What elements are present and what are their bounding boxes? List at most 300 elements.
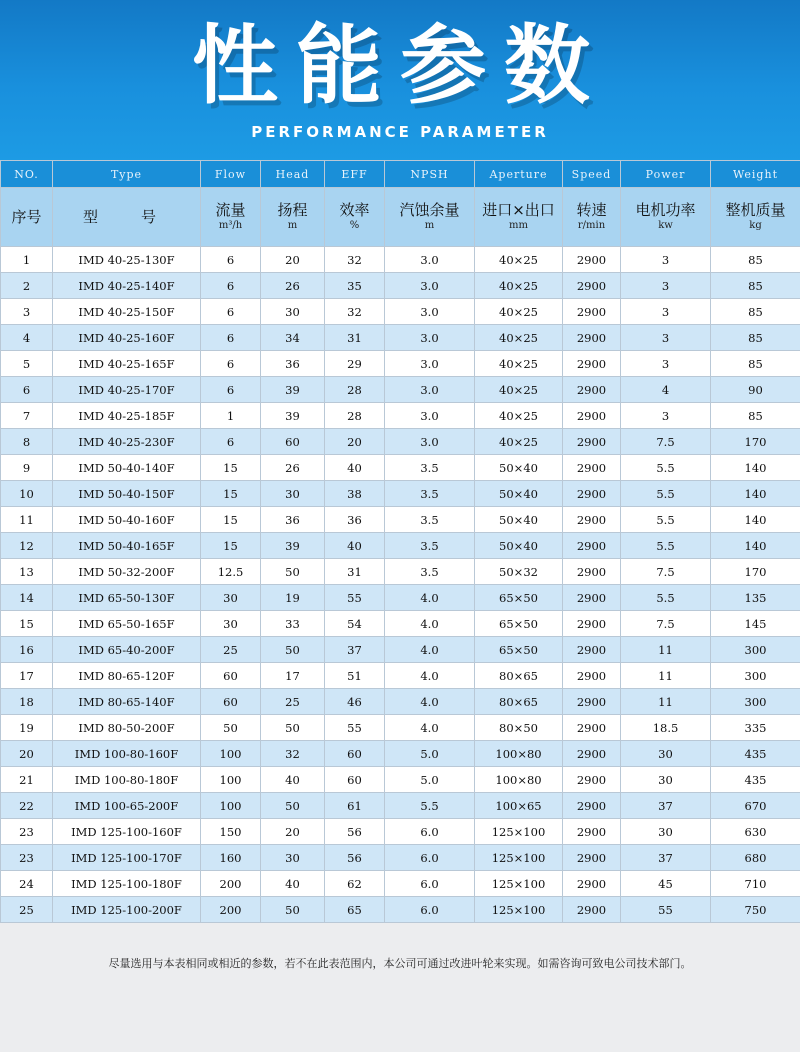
table-cell: 32 <box>325 247 385 273</box>
header-row-english <box>1 161 800 188</box>
table-cell: 4.0 <box>385 637 475 663</box>
table-cell: 32 <box>261 741 325 767</box>
table-cell: 100 <box>201 767 261 793</box>
table-row <box>1 247 800 273</box>
table-cell: 7.5 <box>621 559 711 585</box>
table-cell: IMD 80-65-120F <box>53 663 201 689</box>
table-row <box>1 611 800 637</box>
table-cell: 300 <box>711 663 800 689</box>
table-cell: 750 <box>711 897 800 923</box>
column-label-zh: 电机功率 <box>635 201 696 219</box>
table-cell: 60 <box>201 689 261 715</box>
table-cell: IMD 80-50-200F <box>53 715 201 741</box>
table-cell: IMD 125-100-170F <box>53 845 201 871</box>
table-cell: 50 <box>261 793 325 819</box>
table-cell: 1 <box>201 403 261 429</box>
table-cell: 31 <box>325 559 385 585</box>
table-cell: 5.5 <box>621 481 711 507</box>
table-cell: 60 <box>201 663 261 689</box>
table-cell: 80×65 <box>475 689 563 715</box>
table-cell: 54 <box>325 611 385 637</box>
table-cell: 40 <box>261 871 325 897</box>
table-cell: 65×50 <box>475 585 563 611</box>
table-cell: 30 <box>261 299 325 325</box>
table-row <box>1 299 800 325</box>
table-row <box>1 741 800 767</box>
table-cell: 200 <box>201 897 261 923</box>
table-cell: 26 <box>261 455 325 481</box>
table-cell: 11 <box>1 507 53 533</box>
column-header-zh <box>325 188 385 247</box>
column-unit: kg <box>749 220 762 231</box>
table-cell: IMD 50-40-165F <box>53 533 201 559</box>
table-cell: IMD 65-40-200F <box>53 637 201 663</box>
table-cell: 6 <box>201 377 261 403</box>
table-cell: 3 <box>621 299 711 325</box>
table-cell: 15 <box>201 481 261 507</box>
table-cell: 5.0 <box>385 767 475 793</box>
table-cell: 2900 <box>563 767 621 793</box>
column-unit: r/min <box>577 220 606 231</box>
table-cell: 4.0 <box>385 689 475 715</box>
column-header-en: Flow <box>201 161 261 188</box>
table-cell: 55 <box>621 897 711 923</box>
table-cell: IMD 40-25-170F <box>53 377 201 403</box>
table-cell: IMD 50-40-150F <box>53 481 201 507</box>
table-cell: IMD 125-100-200F <box>53 897 201 923</box>
table-cell: IMD 100-80-180F <box>53 767 201 793</box>
table-cell: 2900 <box>563 585 621 611</box>
table-cell: 40 <box>325 533 385 559</box>
table-row <box>1 377 800 403</box>
table-cell: 10 <box>1 481 53 507</box>
page-subtitle: PERFORMANCE PARAMETER <box>251 123 549 141</box>
table-cell: 14 <box>1 585 53 611</box>
table-cell: 39 <box>261 377 325 403</box>
table-cell: 20 <box>325 429 385 455</box>
table-cell: 2900 <box>563 897 621 923</box>
table-cell: 30 <box>261 481 325 507</box>
table-cell: 6.0 <box>385 819 475 845</box>
table-cell: 2900 <box>563 299 621 325</box>
table-row <box>1 507 800 533</box>
table-cell: 12 <box>1 533 53 559</box>
table-cell: 60 <box>325 741 385 767</box>
table-cell: 2900 <box>563 845 621 871</box>
table-cell: IMD 40-25-160F <box>53 325 201 351</box>
table-cell: 37 <box>621 793 711 819</box>
performance-table <box>0 160 800 923</box>
column-header-en: Head <box>261 161 325 188</box>
table-row <box>1 793 800 819</box>
table-cell: 50×40 <box>475 507 563 533</box>
table-cell: IMD 100-80-160F <box>53 741 201 767</box>
table-cell: 3.5 <box>385 481 475 507</box>
table-cell: 5.5 <box>621 455 711 481</box>
column-label-zh: 转速 <box>576 201 607 219</box>
column-unit: mm <box>509 220 528 231</box>
table-cell: 50×32 <box>475 559 563 585</box>
table-row <box>1 429 800 455</box>
table-cell: 29 <box>325 351 385 377</box>
table-cell: 36 <box>261 351 325 377</box>
column-label-zh: 型 号 <box>82 208 170 226</box>
table-cell: 7.5 <box>621 429 711 455</box>
table-cell: IMD 50-40-160F <box>53 507 201 533</box>
table-cell: 300 <box>711 689 800 715</box>
table-cell: 65 <box>325 897 385 923</box>
table-cell: 11 <box>621 689 711 715</box>
table-cell: IMD 40-25-140F <box>53 273 201 299</box>
table-cell: 4 <box>1 325 53 351</box>
table-cell: 3.0 <box>385 325 475 351</box>
table-cell: 6 <box>201 325 261 351</box>
table-cell: 3.0 <box>385 273 475 299</box>
table-cell: 3 <box>621 351 711 377</box>
table-row <box>1 819 800 845</box>
table-cell: 12.5 <box>201 559 261 585</box>
table-cell: 710 <box>711 871 800 897</box>
table-cell: 435 <box>711 741 800 767</box>
column-unit: kw <box>658 220 673 231</box>
page-title: 性能参数 <box>192 16 608 116</box>
table-cell: 2900 <box>563 741 621 767</box>
table-cell: 6.0 <box>385 845 475 871</box>
table-cell: 85 <box>711 273 800 299</box>
column-header-en: Type <box>53 161 201 188</box>
table-cell: 30 <box>201 611 261 637</box>
column-header-zh <box>711 188 800 247</box>
column-label-zh: 流量 <box>215 201 246 219</box>
table-row <box>1 455 800 481</box>
table-cell: IMD 40-25-230F <box>53 429 201 455</box>
table-cell: 8 <box>1 429 53 455</box>
table-row <box>1 351 800 377</box>
table-cell: 2900 <box>563 481 621 507</box>
table-cell: 80×65 <box>475 663 563 689</box>
table-cell: 40×25 <box>475 299 563 325</box>
table-cell: 7 <box>1 403 53 429</box>
table-cell: 680 <box>711 845 800 871</box>
column-header-zh <box>475 188 563 247</box>
table-cell: 40×25 <box>475 403 563 429</box>
table-row <box>1 403 800 429</box>
table-cell: 28 <box>325 403 385 429</box>
table-cell: 40 <box>261 767 325 793</box>
table-cell: 39 <box>261 533 325 559</box>
table-cell: 160 <box>201 845 261 871</box>
table-cell: IMD 40-25-165F <box>53 351 201 377</box>
table-cell: 125×100 <box>475 845 563 871</box>
table-row <box>1 273 800 299</box>
table-cell: IMD 40-25-130F <box>53 247 201 273</box>
table-body <box>1 247 800 923</box>
table-cell: 36 <box>325 507 385 533</box>
table-cell: 6 <box>201 247 261 273</box>
column-header-en: NO. <box>1 161 53 188</box>
table-cell: 3.0 <box>385 351 475 377</box>
table-cell: 435 <box>711 767 800 793</box>
table-cell: 630 <box>711 819 800 845</box>
table-cell: 140 <box>711 533 800 559</box>
table-cell: IMD 125-100-160F <box>53 819 201 845</box>
header-banner <box>0 0 800 160</box>
table-cell: 6 <box>1 377 53 403</box>
table-cell: 50×40 <box>475 481 563 507</box>
table-cell: 145 <box>711 611 800 637</box>
table-cell: 36 <box>261 507 325 533</box>
table-cell: 2900 <box>563 273 621 299</box>
table-cell: 20 <box>261 247 325 273</box>
table-cell: 3.0 <box>385 429 475 455</box>
table-cell: 50 <box>201 715 261 741</box>
table-cell: 3 <box>621 403 711 429</box>
table-cell: IMD 65-50-130F <box>53 585 201 611</box>
footnote: 尽量选用与本表相同或相近的参数，若不在此表范围内，本公司可通过改进叶轮来实现。如需咨询可致电公司技术部门。 <box>108 957 692 970</box>
column-label-zh: 整机质量 <box>725 201 786 219</box>
table-row <box>1 767 800 793</box>
table-cell: 20 <box>261 819 325 845</box>
table-cell: 85 <box>711 325 800 351</box>
table-cell: 30 <box>201 585 261 611</box>
table-cell: 9 <box>1 455 53 481</box>
table-cell: 18 <box>1 689 53 715</box>
table-cell: 2900 <box>563 377 621 403</box>
table-cell: 45 <box>621 871 711 897</box>
table-cell: 19 <box>1 715 53 741</box>
table-cell: 50 <box>261 559 325 585</box>
table-cell: 3 <box>621 273 711 299</box>
table-cell: 15 <box>201 533 261 559</box>
column-header-en: Power <box>621 161 711 188</box>
table-row <box>1 871 800 897</box>
table-cell: 5.5 <box>621 507 711 533</box>
table-cell: 85 <box>711 299 800 325</box>
table-cell: 2900 <box>563 793 621 819</box>
table-cell: 135 <box>711 585 800 611</box>
table-cell: 170 <box>711 559 800 585</box>
column-header-zh <box>1 188 53 247</box>
table-cell: 2900 <box>563 689 621 715</box>
table-cell: 11 <box>621 637 711 663</box>
column-unit: m <box>424 220 435 231</box>
table-cell: 5 <box>1 351 53 377</box>
table-cell: 34 <box>261 325 325 351</box>
table-cell: 13 <box>1 559 53 585</box>
header-row-chinese <box>1 188 800 247</box>
table-cell: 17 <box>261 663 325 689</box>
table-cell: 3 <box>1 299 53 325</box>
table-row <box>1 845 800 871</box>
table-row <box>1 715 800 741</box>
table-cell: 22 <box>1 793 53 819</box>
table-row <box>1 533 800 559</box>
column-header-en: NPSH <box>385 161 475 188</box>
table-cell: 125×100 <box>475 897 563 923</box>
table-cell: 2900 <box>563 247 621 273</box>
table-cell: 3.5 <box>385 533 475 559</box>
table-cell: 50×40 <box>475 455 563 481</box>
table-cell: 40×25 <box>475 247 563 273</box>
table-cell: 50 <box>261 715 325 741</box>
table-cell: 7.5 <box>621 611 711 637</box>
table-cell: 25 <box>261 689 325 715</box>
table-cell: 80×50 <box>475 715 563 741</box>
column-header-en: Speed <box>563 161 621 188</box>
table-cell: 55 <box>325 715 385 741</box>
table-cell: 21 <box>1 767 53 793</box>
table-cell: 4.0 <box>385 663 475 689</box>
table-cell: 300 <box>711 637 800 663</box>
table-cell: 4.0 <box>385 585 475 611</box>
table-cell: 140 <box>711 481 800 507</box>
table-cell: 100×65 <box>475 793 563 819</box>
table-cell: 85 <box>711 403 800 429</box>
table-cell: 3.0 <box>385 247 475 273</box>
column-label-zh: 扬程 <box>277 201 308 219</box>
table-cell: 15 <box>201 507 261 533</box>
table-cell: 25 <box>201 637 261 663</box>
table-row <box>1 897 800 923</box>
table-cell: 40×25 <box>475 377 563 403</box>
table-row <box>1 663 800 689</box>
table-cell: 4.0 <box>385 715 475 741</box>
column-label-zh: 进口×出口 <box>482 201 555 219</box>
table-cell: 31 <box>325 325 385 351</box>
table-cell: 140 <box>711 507 800 533</box>
table-cell: 5.5 <box>621 585 711 611</box>
table-cell: 2900 <box>563 403 621 429</box>
table-cell: 100×80 <box>475 767 563 793</box>
table-row <box>1 559 800 585</box>
table-cell: 2900 <box>563 871 621 897</box>
table-cell: 50×40 <box>475 533 563 559</box>
table-cell: 100×80 <box>475 741 563 767</box>
table-cell: 46 <box>325 689 385 715</box>
table-cell: 6.0 <box>385 871 475 897</box>
table-row <box>1 325 800 351</box>
table-cell: 40×25 <box>475 273 563 299</box>
table-cell: 2900 <box>563 351 621 377</box>
table-cell: 3 <box>621 247 711 273</box>
column-header-zh <box>385 188 475 247</box>
table-cell: IMD 50-40-140F <box>53 455 201 481</box>
table-cell: 25 <box>1 897 53 923</box>
table-cell: 6 <box>201 273 261 299</box>
table-cell: 33 <box>261 611 325 637</box>
table-cell: 56 <box>325 845 385 871</box>
table-cell: 15 <box>201 455 261 481</box>
table-cell: 2 <box>1 273 53 299</box>
table-cell: IMD 40-25-185F <box>53 403 201 429</box>
table-cell: 1 <box>1 247 53 273</box>
column-label-zh: 汽蚀余量 <box>399 201 460 219</box>
table-cell: 35 <box>325 273 385 299</box>
table-cell: 2900 <box>563 455 621 481</box>
table-cell: 40 <box>325 455 385 481</box>
table-cell: 3.5 <box>385 455 475 481</box>
table-cell: 2900 <box>563 325 621 351</box>
table-cell: 50 <box>261 897 325 923</box>
table-cell: 4 <box>621 377 711 403</box>
table-cell: 55 <box>325 585 385 611</box>
table-cell: 125×100 <box>475 819 563 845</box>
table-cell: 2900 <box>563 533 621 559</box>
table-cell: IMD 40-25-150F <box>53 299 201 325</box>
table-cell: 23 <box>1 819 53 845</box>
table-cell: 5.5 <box>621 533 711 559</box>
table-cell: 125×100 <box>475 871 563 897</box>
table-cell: 40×25 <box>475 351 563 377</box>
table-cell: 38 <box>325 481 385 507</box>
table-cell: 39 <box>261 403 325 429</box>
column-header-zh <box>563 188 621 247</box>
table-cell: 11 <box>621 663 711 689</box>
table-cell: IMD 65-50-165F <box>53 611 201 637</box>
table-cell: 65×50 <box>475 611 563 637</box>
table-cell: 61 <box>325 793 385 819</box>
table-cell: 2900 <box>563 611 621 637</box>
table-cell: 65×50 <box>475 637 563 663</box>
table-cell: 16 <box>1 637 53 663</box>
table-cell: 40×25 <box>475 325 563 351</box>
table-cell: 3.0 <box>385 403 475 429</box>
table-cell: 15 <box>1 611 53 637</box>
table-cell: 60 <box>261 429 325 455</box>
table-cell: 23 <box>1 845 53 871</box>
table-cell: 85 <box>711 351 800 377</box>
table-cell: 90 <box>711 377 800 403</box>
column-header-en: Aperture <box>475 161 563 188</box>
table-cell: 20 <box>1 741 53 767</box>
column-header-en: EFF <box>325 161 385 188</box>
table-cell: 2900 <box>563 637 621 663</box>
table-row <box>1 689 800 715</box>
table-cell: 24 <box>1 871 53 897</box>
column-unit: m³/h <box>218 220 243 231</box>
table-cell: 3.0 <box>385 299 475 325</box>
table-cell: 200 <box>201 871 261 897</box>
table-cell: 2900 <box>563 715 621 741</box>
table-cell: 56 <box>325 819 385 845</box>
table-cell: 670 <box>711 793 800 819</box>
table-cell: 19 <box>261 585 325 611</box>
table-cell: 26 <box>261 273 325 299</box>
table-cell: 30 <box>261 845 325 871</box>
table-cell: 2900 <box>563 819 621 845</box>
table-cell: 4.0 <box>385 611 475 637</box>
table-cell: 28 <box>325 377 385 403</box>
table-cell: 6 <box>201 429 261 455</box>
table-cell: 2900 <box>563 663 621 689</box>
column-unit: m <box>287 220 298 231</box>
table-cell: IMD 50-32-200F <box>53 559 201 585</box>
table-cell: IMD 80-65-140F <box>53 689 201 715</box>
table-cell: 2900 <box>563 429 621 455</box>
table-row <box>1 585 800 611</box>
table-cell: 37 <box>621 845 711 871</box>
table-cell: 5.0 <box>385 741 475 767</box>
table-cell: IMD 100-65-200F <box>53 793 201 819</box>
column-header-zh <box>621 188 711 247</box>
table-cell: IMD 125-100-180F <box>53 871 201 897</box>
table-cell: 2900 <box>563 507 621 533</box>
table-cell: 3.0 <box>385 377 475 403</box>
table-cell: 3.5 <box>385 507 475 533</box>
column-unit: % <box>349 220 360 231</box>
table-row <box>1 637 800 663</box>
table-cell: 100 <box>201 793 261 819</box>
